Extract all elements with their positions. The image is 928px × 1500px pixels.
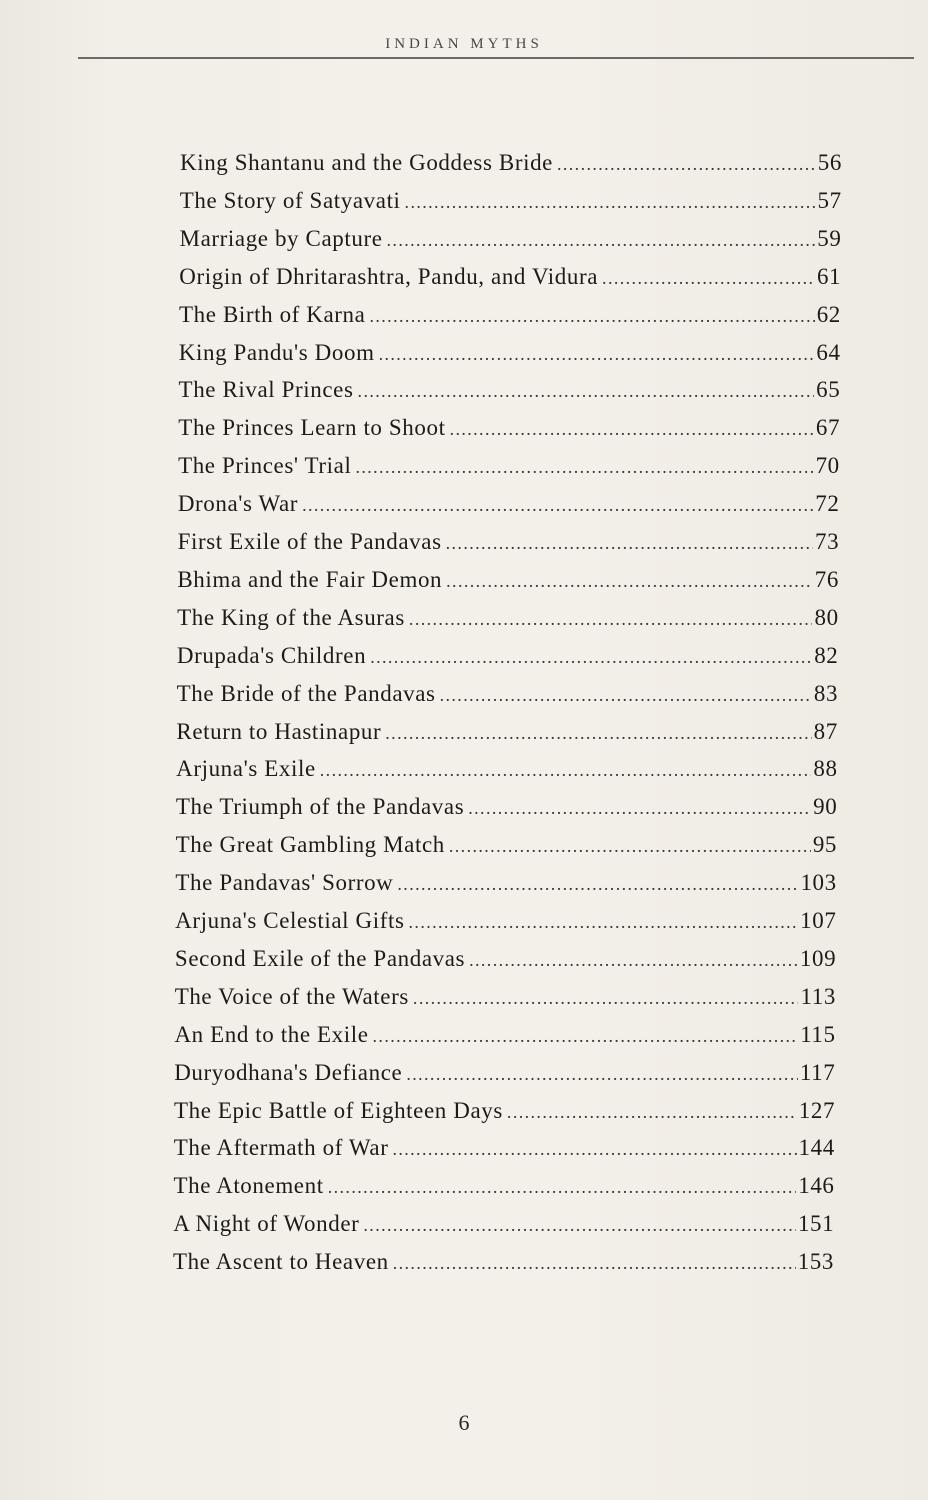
toc-entry-title: First Exile of the Pandavas — [177, 529, 442, 554]
toc-entry-title: The Great Gambling Match — [175, 832, 445, 858]
toc-entry-page: 65 — [816, 377, 841, 403]
toc-entry-title: The Princes' Trial — [178, 453, 352, 479]
toc-entry — [175, 946, 836, 984]
toc-entry — [177, 605, 839, 643]
toc-entry-title: The Bride of the Pandavas — [176, 680, 436, 706]
toc-dot-leader — [449, 836, 811, 857]
toc-dot-leader — [409, 912, 799, 933]
toc-dot-leader — [369, 306, 814, 327]
toc-dot-leader — [320, 760, 812, 781]
toc-entry — [180, 226, 842, 264]
toc-entry-page: 153 — [797, 1249, 834, 1275]
toc-entry-page: 95 — [812, 832, 838, 858]
toc-dot-leader — [557, 154, 816, 175]
toc-dot-leader — [406, 1064, 798, 1085]
toc-dot-leader — [302, 495, 813, 516]
toc-dot-leader — [392, 1139, 796, 1160]
toc-entry-title: The King of the Asuras — [177, 604, 405, 630]
toc-entry — [178, 491, 840, 529]
toc-dot-leader — [468, 798, 811, 819]
toc-entry-page: 88 — [813, 756, 838, 782]
toc-entry-page: 72 — [815, 491, 840, 517]
toc-entry-title: The Triumph of the Pandavas — [175, 794, 465, 820]
toc-dot-leader — [446, 571, 813, 592]
toc-entry — [173, 1173, 834, 1211]
toc-entry-page: 67 — [815, 415, 841, 441]
toc-entry — [179, 302, 841, 340]
toc-entry — [173, 1249, 834, 1287]
toc-entry — [175, 870, 836, 908]
toc-entry-page: 144 — [798, 1135, 835, 1161]
toc-entry-title: Bhima and the Fair Demon — [177, 566, 443, 592]
toc-entry-page: 82 — [814, 642, 839, 668]
toc-entry-title: Drupada's Children — [176, 642, 367, 668]
toc-entry-page: 73 — [815, 529, 840, 554]
toc-entry-title: Origin of Dhritarashtra, Pandu, and Vidura — [179, 263, 599, 289]
toc-entry-title: The Story of Satyavati — [179, 187, 401, 213]
toc-dot-leader — [363, 1215, 796, 1236]
toc-dot-leader — [602, 268, 815, 289]
toc-dot-leader — [440, 685, 812, 706]
toc-entry-page: 83 — [813, 680, 839, 706]
toc-entry — [174, 1135, 835, 1173]
toc-entry — [174, 1060, 835, 1098]
toc-entry — [175, 984, 836, 1022]
toc-entry — [174, 1098, 835, 1136]
toc-entry-title: The Pandavas' Sorrow — [175, 870, 394, 896]
toc-dot-leader — [397, 874, 798, 895]
toc-entry-title: The Princes Learn to Shoot — [178, 415, 446, 441]
toc-entry-page: 113 — [800, 983, 836, 1009]
toc-entry-page: 151 — [797, 1211, 835, 1237]
toc-dot-leader — [328, 1177, 797, 1198]
toc-dot-leader — [355, 457, 813, 478]
toc-entry-page: 146 — [798, 1173, 835, 1199]
toc-entry — [179, 340, 841, 378]
toc-entry — [173, 1211, 834, 1249]
toc-entry — [176, 794, 837, 832]
toc-entry-page: 61 — [816, 263, 842, 289]
toc-entry-title: Marriage by Capture — [179, 225, 383, 251]
toc-entry — [174, 1022, 835, 1060]
toc-entry-page: 80 — [814, 604, 839, 630]
toc-entry — [176, 719, 837, 757]
toc-entry-title: The Rival Princes — [178, 377, 354, 403]
toc-entry-title: Arjuna's Celestial Gifts — [175, 908, 405, 933]
toc-entry-page: 107 — [800, 908, 837, 933]
toc-entry-title: Second Exile of the Pandavas — [174, 945, 466, 971]
toc-entry-title: Drona's War — [177, 491, 299, 517]
toc-entry-title: Arjuna's Exile — [176, 756, 316, 782]
toc-entry — [176, 756, 837, 794]
toc-dot-leader — [507, 1102, 797, 1123]
toc-dot-leader — [393, 1253, 796, 1274]
toc-entry — [177, 681, 839, 719]
toc-entry-page: 57 — [817, 187, 842, 213]
toc-entry-page: 117 — [799, 1059, 836, 1085]
toc-dot-leader — [409, 609, 813, 630]
toc-entry-page: 70 — [815, 453, 840, 479]
toc-entry — [178, 453, 840, 491]
toc-entry-title: The Atonement — [173, 1173, 324, 1199]
running-head: INDIAN MYTHS — [385, 36, 543, 52]
toc-entry — [179, 264, 841, 302]
toc-dot-leader — [469, 950, 798, 971]
toc-dot-leader — [358, 381, 815, 402]
toc-dot-leader — [446, 533, 813, 554]
toc-entry-page: 87 — [813, 718, 838, 744]
toc-dot-leader — [450, 419, 814, 440]
toc-entry-title: The Birth of Karna — [179, 301, 366, 327]
toc-dot-leader — [373, 1026, 799, 1047]
toc-dot-leader — [405, 192, 816, 213]
toc-dot-leader — [379, 344, 815, 365]
toc-entry-page: 76 — [814, 566, 839, 592]
toc-entry — [179, 377, 841, 415]
toc-dot-leader — [370, 647, 812, 668]
toc-entry-page: 109 — [799, 945, 837, 971]
page-number: 6 — [458, 1410, 470, 1435]
toc-entry-title: The Epic Battle of Eighteen Days — [173, 1097, 503, 1123]
toc-entry-title: King Shantanu and the Goddess Bride — [180, 150, 553, 175]
toc-entry-title: The Voice of the Waters — [174, 983, 409, 1009]
toc-entry-title: King Pandu's Doom — [178, 339, 375, 365]
toc-entry-page: 62 — [816, 301, 841, 327]
toc-entry-page: 64 — [816, 339, 841, 365]
header-rule — [78, 57, 914, 59]
toc-entry-page: 115 — [800, 1021, 836, 1047]
toc-entry — [178, 529, 840, 567]
toc-entry — [175, 908, 836, 946]
toc-entry — [180, 188, 842, 226]
toc-entry — [180, 150, 842, 188]
toc-entry-page: 56 — [817, 150, 842, 175]
toc-entry — [178, 415, 840, 453]
toc-entry-page: 103 — [800, 870, 837, 896]
toc-dot-leader — [385, 723, 811, 744]
toc-entry — [176, 832, 837, 870]
toc-entry — [177, 643, 839, 681]
toc-entry-page: 90 — [813, 794, 838, 820]
toc-entry-page: 59 — [817, 225, 842, 251]
toc-entry-page: 127 — [798, 1097, 836, 1123]
toc-dot-leader — [413, 988, 799, 1009]
toc-entry-title: The Aftermath of War — [173, 1135, 389, 1161]
toc-entry-title: The Ascent to Heaven — [173, 1249, 389, 1275]
toc-dot-leader — [387, 230, 816, 251]
toc-entry-title: Return to Hastinapur — [176, 718, 382, 744]
toc-entry-title: A Night of Wonder — [173, 1211, 360, 1237]
toc-entry — [177, 567, 839, 605]
toc-entry-title: Duryodhana's Defiance — [174, 1059, 403, 1085]
toc-entry-title: An End to the Exile — [174, 1021, 369, 1047]
